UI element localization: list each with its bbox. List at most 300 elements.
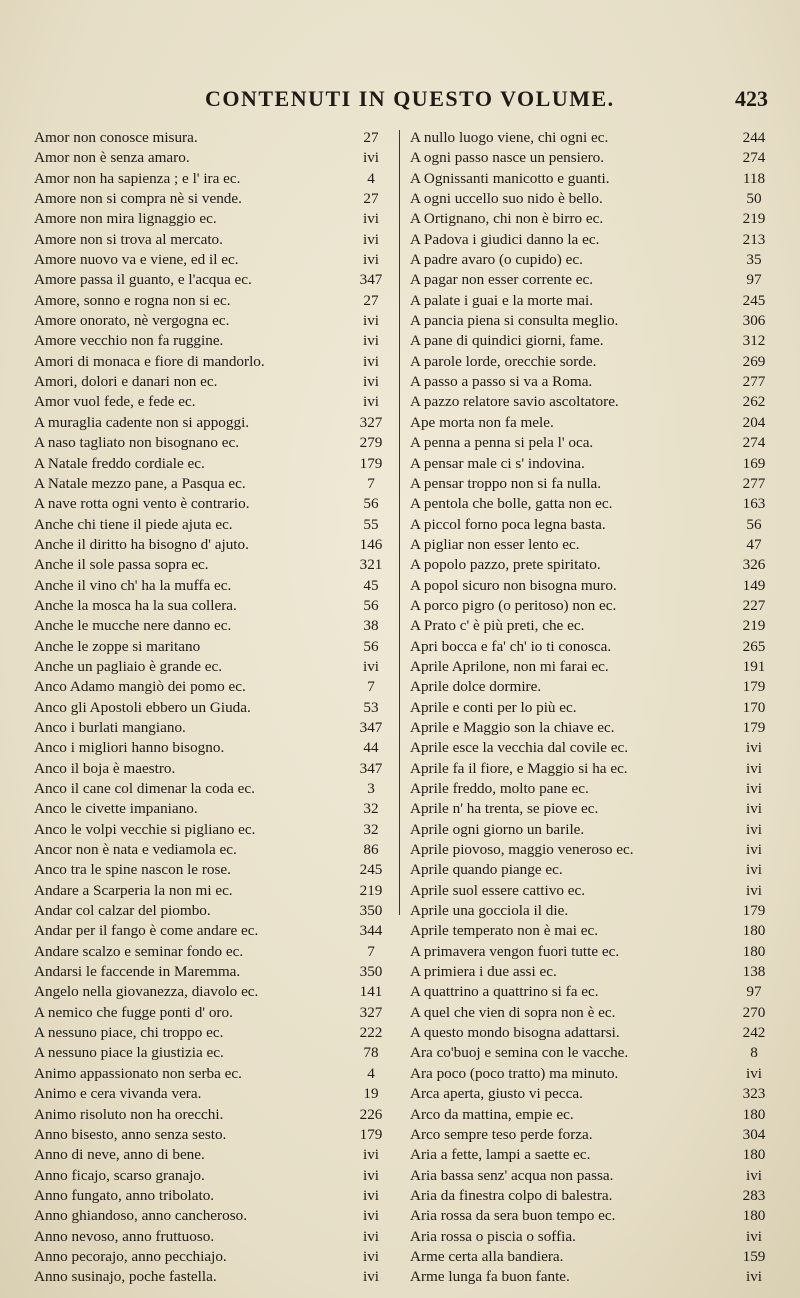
page-reference: 304 xyxy=(742,1125,766,1143)
page-reference: 180 xyxy=(742,1146,766,1164)
index-entry xyxy=(34,820,394,840)
index-entry xyxy=(410,1145,780,1165)
proverb-text: Amore nuovo va e viene, ed il ec. xyxy=(34,251,239,269)
index-entry xyxy=(34,779,394,799)
page-reference: ivi xyxy=(362,149,380,167)
index-entry xyxy=(34,840,394,860)
page-reference: 327 xyxy=(359,1003,383,1021)
proverb-text: A pentola che bolle, gatta non ec. xyxy=(410,495,613,513)
proverb-text: Amor non ha sapienza ; e l' ira ec. xyxy=(34,169,241,187)
index-entry xyxy=(34,250,394,270)
page-reference: 7 xyxy=(367,678,375,696)
page-reference: 277 xyxy=(742,474,766,492)
proverb-text: A nullo luogo viene, chi ogni ec. xyxy=(410,129,609,146)
index-entry xyxy=(410,494,780,514)
proverb-text: Anche la mosca ha la sua collera. xyxy=(34,596,237,614)
page-reference: 138 xyxy=(742,963,766,981)
index-entry xyxy=(34,718,394,738)
page-reference: 213 xyxy=(742,230,766,248)
proverb-text: Andare a Scarperia la non mi ec. xyxy=(34,881,233,899)
proverb-text: A padre avaro (o cupido) ec. xyxy=(410,251,583,269)
page-reference: 56 xyxy=(746,515,762,533)
index-entry xyxy=(410,454,780,474)
index-entry xyxy=(34,1003,394,1023)
proverb-text: Amore passa il guanto, e l'acqua ec. xyxy=(34,271,252,289)
page-reference: ivi xyxy=(745,780,763,797)
proverb-text: Amori, dolori e danari non ec. xyxy=(34,373,218,391)
page-reference: ivi xyxy=(362,1146,380,1164)
proverb-text: Amor non conosce misura. xyxy=(34,129,198,146)
proverb-text: Anco Adamo mangiò dei pomo ec. xyxy=(34,678,246,696)
proverb-text: A porco pigro (o peritoso) non ec. xyxy=(410,596,617,614)
index-entry xyxy=(34,352,394,372)
proverb-text: A nessuno piace la giustizia ec. xyxy=(34,1044,224,1062)
proverb-text: Amore vecchio non fa ruggine. xyxy=(34,332,224,350)
index-entry xyxy=(410,311,780,331)
page-reference: 47 xyxy=(746,535,762,553)
proverb-text: A nessuno piace, chi troppo ec. xyxy=(34,1024,224,1042)
page-reference: 56 xyxy=(363,637,379,655)
index-entry xyxy=(34,962,394,982)
page-reference: ivi xyxy=(745,841,763,859)
proverb-text: Anno ficajo, scarso granajo. xyxy=(34,1166,205,1184)
page-reference: 321 xyxy=(359,556,383,574)
proverb-text: A muraglia cadente non si appoggi. xyxy=(34,413,250,431)
page-reference: ivi xyxy=(362,1166,380,1184)
page-reference: 274 xyxy=(742,434,766,452)
page-reference: 277 xyxy=(742,373,766,391)
proverb-text: Aprile suol essere cattivo ec. xyxy=(410,881,586,899)
proverb-text: A pancia piena si consulta meglio. xyxy=(410,312,619,330)
page-reference: ivi xyxy=(362,352,380,370)
index-entry xyxy=(34,1084,394,1104)
page-reference: ivi xyxy=(362,657,380,675)
proverb-text: Aria da finestra colpo di balestra. xyxy=(410,1186,613,1204)
index-entry xyxy=(34,291,394,311)
page-reference: ivi xyxy=(745,1268,763,1286)
index-entry xyxy=(34,169,394,189)
page-reference: 274 xyxy=(742,149,766,167)
page-reference: 118 xyxy=(742,169,766,187)
index-entry xyxy=(410,657,780,677)
index-entry xyxy=(34,148,394,168)
index-entry xyxy=(410,698,780,718)
page-reference: 312 xyxy=(742,332,766,350)
index-entry xyxy=(34,901,394,921)
page-reference: 56 xyxy=(363,495,379,513)
proverb-text: Anche chi tiene il piede ajuta ec. xyxy=(34,515,233,533)
index-entry xyxy=(34,1023,394,1043)
page-reference: 4 xyxy=(367,1064,375,1082)
page-reference: 7 xyxy=(367,942,375,960)
proverb-text: Aprile n' ha trenta, se piove ec. xyxy=(410,800,599,818)
proverb-text: Angelo nella giovanezza, diavolo ec. xyxy=(34,983,259,1001)
index-column-right xyxy=(410,128,780,1288)
index-entry xyxy=(34,637,394,657)
index-entry xyxy=(34,1105,394,1125)
index-entry xyxy=(410,230,780,250)
index-entry xyxy=(34,413,394,433)
proverb-text: A nemico che fugge ponti d' oro. xyxy=(34,1003,233,1021)
page-reference: 179 xyxy=(742,902,766,920)
index-entry xyxy=(410,718,780,738)
index-entry xyxy=(410,962,780,982)
proverb-text: Arme certa alla bandiera. xyxy=(410,1247,564,1265)
page-reference: 219 xyxy=(742,617,766,635)
page-reference: 347 xyxy=(359,718,383,736)
index-entry xyxy=(34,128,394,148)
page-reference: 78 xyxy=(363,1044,379,1062)
index-entry xyxy=(410,1084,780,1104)
index-entry xyxy=(34,392,394,412)
index-entry xyxy=(410,209,780,229)
index-entry xyxy=(34,372,394,392)
proverb-text: Amor non è senza amaro. xyxy=(34,149,190,167)
page-reference: ivi xyxy=(362,332,380,350)
index-entry xyxy=(410,555,780,575)
proverb-text: A primiera i due assi ec. xyxy=(410,963,557,981)
proverb-text: Andare scalzo e seminar fondo ec. xyxy=(34,942,244,960)
index-entry xyxy=(410,1064,780,1084)
index-entry xyxy=(410,392,780,412)
proverb-text: Aprile freddo, molto pane ec. xyxy=(410,780,589,797)
page-reference: ivi xyxy=(362,373,380,391)
page-reference: ivi xyxy=(362,1247,380,1265)
page-reference: 245 xyxy=(742,291,766,309)
running-title: CONTENUTI IN QUESTO VOLUME. xyxy=(205,86,615,111)
proverb-text: Aria rossa o piscia o soffia. xyxy=(410,1227,576,1245)
proverb-text: A quattrino a quattrino si fa ec. xyxy=(410,983,599,1001)
index-entry xyxy=(410,1267,780,1287)
proverb-text: Andar per il fango è come andare ec. xyxy=(34,922,259,940)
index-entry xyxy=(34,596,394,616)
proverb-text: Aprile piovoso, maggio veneroso ec. xyxy=(410,841,634,859)
page-reference: 265 xyxy=(742,637,766,655)
page-reference: ivi xyxy=(362,1186,380,1204)
page-reference: ivi xyxy=(362,1268,380,1286)
page-reference: 347 xyxy=(359,271,383,289)
column-divider xyxy=(399,130,400,915)
index-entry xyxy=(410,250,780,270)
proverb-text: Andar col calzar del piombo. xyxy=(34,902,211,920)
index-entry xyxy=(34,677,394,697)
page-reference: 8 xyxy=(750,1044,758,1062)
page-reference: 19 xyxy=(363,1085,379,1103)
index-entry xyxy=(34,331,394,351)
page-reference: 180 xyxy=(742,942,766,960)
proverb-text: Animo appassionato non serba ec. xyxy=(34,1064,242,1082)
proverb-text: Anno nevoso, anno fruttuoso. xyxy=(34,1227,215,1245)
index-entry xyxy=(34,474,394,494)
page-number: 423 xyxy=(735,86,768,111)
proverb-text: Aprile temperato non è mai ec. xyxy=(410,922,599,940)
index-entry xyxy=(410,677,780,697)
proverb-text: Anco gli Apostoli ebbero un Giuda. xyxy=(34,698,251,716)
index-entry xyxy=(34,230,394,250)
proverb-text: Arme lunga fa buon fante. xyxy=(410,1268,570,1286)
index-entry xyxy=(34,189,394,209)
proverb-text: Ape morta non fa mele. xyxy=(410,413,554,431)
page-reference: 97 xyxy=(746,983,762,1001)
proverb-text: Ara co'buoj e semina con le vacche. xyxy=(410,1044,629,1062)
page-reference: 32 xyxy=(363,820,379,838)
index-entry xyxy=(410,1166,780,1186)
proverb-text: Ancor non è nata e vediamola ec. xyxy=(34,841,237,859)
page-reference: 169 xyxy=(742,454,766,472)
index-entry xyxy=(410,291,780,311)
proverb-text: Arco sempre teso perde forza. xyxy=(410,1125,593,1143)
proverb-text: Aprile esce la vecchia dal covile ec. xyxy=(410,739,628,757)
page-reference: ivi xyxy=(362,251,380,269)
page-reference: 53 xyxy=(363,698,379,716)
index-entry xyxy=(34,1125,394,1145)
page-reference: 141 xyxy=(359,983,383,1001)
index-entry xyxy=(410,189,780,209)
page-reference: 179 xyxy=(359,1125,383,1143)
index-entry xyxy=(34,881,394,901)
page-reference: 323 xyxy=(742,1085,766,1103)
page-reference: 227 xyxy=(742,596,766,614)
proverb-text: A pazzo relatore savio ascoltatore. xyxy=(410,393,619,411)
proverb-text: A naso tagliato non bisognano ec. xyxy=(34,434,239,452)
proverb-text: A primavera vengon fuori tutte ec. xyxy=(410,942,620,960)
proverb-text: A pagar non esser corrente ec. xyxy=(410,271,594,289)
page-reference: 262 xyxy=(742,393,766,411)
page-reference: ivi xyxy=(362,393,380,411)
proverb-text: A pensar troppo non si fa nulla. xyxy=(410,474,602,492)
proverb-text: Aprile e Maggio son la chiave ec. xyxy=(410,718,615,736)
index-entry xyxy=(410,1186,780,1206)
index-entry xyxy=(410,779,780,799)
index-entry xyxy=(34,759,394,779)
page-reference: 222 xyxy=(359,1024,383,1042)
index-entry xyxy=(34,1227,394,1247)
index-entry xyxy=(34,1206,394,1226)
index-entry xyxy=(410,738,780,758)
index-entry xyxy=(410,128,780,148)
page-reference: ivi xyxy=(362,312,380,330)
index-entry xyxy=(410,881,780,901)
index-entry xyxy=(410,1206,780,1226)
proverb-text: Amori di monaca e fiore di mandorlo. xyxy=(34,352,265,370)
proverb-text: Amore non mira lignaggio ec. xyxy=(34,210,217,228)
page-reference: 179 xyxy=(742,678,766,696)
proverb-text: A Ognissanti manicotto e guanti. xyxy=(410,169,610,187)
proverb-text: A palate i guai e la morte mai. xyxy=(410,291,594,309)
index-entry xyxy=(410,1105,780,1125)
index-entry xyxy=(34,576,394,596)
page-reference: 306 xyxy=(742,312,766,330)
page-reference: 27 xyxy=(363,291,379,309)
page-reference: 242 xyxy=(742,1024,766,1042)
page-reference: 347 xyxy=(359,759,383,777)
index-entry xyxy=(410,596,780,616)
page-reference: 56 xyxy=(363,596,379,614)
index-entry xyxy=(410,169,780,189)
index-entry xyxy=(34,657,394,677)
page-reference: 27 xyxy=(363,190,379,208)
index-entry xyxy=(34,616,394,636)
proverb-text: A popolo pazzo, prete spiritato. xyxy=(410,556,601,574)
proverb-text: A parole lorde, orecchie sorde. xyxy=(410,352,597,370)
index-entry xyxy=(410,820,780,840)
page-reference: 344 xyxy=(359,922,383,940)
index-entry xyxy=(34,1145,394,1165)
index-entry xyxy=(410,616,780,636)
page-reference: 7 xyxy=(367,474,375,492)
page-reference: 45 xyxy=(363,576,379,594)
proverb-text: Anno di neve, anno di bene. xyxy=(34,1146,205,1164)
index-entry xyxy=(34,494,394,514)
proverb-text: Anno bisesto, anno senza sesto. xyxy=(34,1125,227,1143)
proverb-text: Anco i burlati mangiano. xyxy=(34,718,186,736)
index-column-left xyxy=(34,128,394,1288)
page-reference: ivi xyxy=(362,210,380,228)
page-reference: 270 xyxy=(742,1003,766,1021)
page-reference: 219 xyxy=(742,210,766,228)
page-reference: 35 xyxy=(746,251,762,269)
proverb-text: A pane di quindici giorni, fame. xyxy=(410,332,604,350)
proverb-text: Anco il boja è maestro. xyxy=(34,759,176,777)
proverb-text: A Natale mezzo pane, a Pasqua ec. xyxy=(34,474,246,492)
index-entry xyxy=(34,1247,394,1267)
page-reference: 326 xyxy=(742,556,766,574)
index-entry xyxy=(34,515,394,535)
index-entry xyxy=(410,921,780,941)
proverb-text: Aria bassa senz' acqua non passa. xyxy=(410,1166,614,1184)
index-entry xyxy=(410,372,780,392)
proverb-text: A nave rotta ogni vento è contrario. xyxy=(34,495,250,513)
proverb-text: Apri bocca e fa' ch' io ti conosca. xyxy=(410,637,612,655)
page-reference: 279 xyxy=(359,434,383,452)
proverb-text: Anco le civette impaniano. xyxy=(34,800,198,818)
index-entry xyxy=(34,1064,394,1084)
page-reference: 3 xyxy=(367,780,375,797)
page-reference: 180 xyxy=(742,1105,766,1123)
proverb-text: A penna a penna si pela l' oca. xyxy=(410,434,594,452)
page-reference: ivi xyxy=(745,820,763,838)
page-reference: 4 xyxy=(367,169,375,187)
page-reference: 32 xyxy=(363,800,379,818)
page-reference: 86 xyxy=(363,841,379,859)
proverb-text: Anno susinajo, poche fastella. xyxy=(34,1268,217,1286)
proverb-text: Anche le mucche nere danno ec. xyxy=(34,617,232,635)
page-reference: 44 xyxy=(363,739,379,757)
index-entry xyxy=(34,454,394,474)
proverb-text: Aprile Aprilone, non mi farai ec. xyxy=(410,657,609,675)
proverb-text: Aprile una gocciola il die. xyxy=(410,902,569,920)
index-entry xyxy=(410,535,780,555)
index-entry xyxy=(34,982,394,1002)
page-reference: 226 xyxy=(359,1105,383,1123)
proverb-text: Arco da mattina, empie ec. xyxy=(410,1105,574,1123)
index-entry xyxy=(410,1023,780,1043)
proverb-text: A passo a passo si va a Roma. xyxy=(410,373,593,391)
proverb-text: Anno ghiandoso, anno cancheroso. xyxy=(34,1207,247,1225)
page-reference: ivi xyxy=(745,861,763,879)
index-entry xyxy=(410,637,780,657)
page-reference: 170 xyxy=(742,698,766,716)
page-header xyxy=(0,84,800,114)
proverb-text: Animo risoluto non ha orecchi. xyxy=(34,1105,224,1123)
page-reference: ivi xyxy=(362,1207,380,1225)
page-reference: 159 xyxy=(742,1247,766,1265)
index-entry xyxy=(410,840,780,860)
proverb-text: Arca aperta, giusto vi pecca. xyxy=(410,1085,583,1103)
proverb-text: Aprile fa il fiore, e Maggio si ha ec. xyxy=(410,759,628,777)
page-reference: 350 xyxy=(359,963,383,981)
proverb-text: Animo e cera vivanda vera. xyxy=(34,1085,202,1103)
proverb-text: Amor vuol fede, e fede ec. xyxy=(34,393,196,411)
proverb-text: Aprile dolce dormire. xyxy=(410,678,542,696)
proverb-text: Amore non si trova al mercato. xyxy=(34,230,223,248)
index-entry xyxy=(34,698,394,718)
proverb-text: Anco i migliori hanno bisogno. xyxy=(34,739,225,757)
index-entry xyxy=(410,982,780,1002)
proverb-text: Aprile quando piange ec. xyxy=(410,861,563,879)
page-reference: ivi xyxy=(745,800,763,818)
index-entry xyxy=(410,270,780,290)
proverb-text: A pensar male ci s' indovina. xyxy=(410,454,585,472)
proverb-text: Amore onorato, nè vergogna ec. xyxy=(34,312,230,330)
proverb-text: A ogni uccello suo nido è bello. xyxy=(410,190,603,208)
page-reference: 269 xyxy=(742,352,766,370)
index-entry xyxy=(410,433,780,453)
index-entry xyxy=(410,1247,780,1267)
index-entry xyxy=(410,1125,780,1145)
page-reference: ivi xyxy=(745,759,763,777)
page-reference: 179 xyxy=(359,454,383,472)
proverb-text: A ogni passo nasce un pensiero. xyxy=(410,149,605,167)
page-reference: 97 xyxy=(746,271,762,289)
index-entry xyxy=(34,433,394,453)
index-entry xyxy=(410,413,780,433)
page-reference: 245 xyxy=(359,861,383,879)
page-reference: 27 xyxy=(363,129,379,146)
proverb-text: Amore, sonno e rogna non si ec. xyxy=(34,291,231,309)
index-entry xyxy=(34,738,394,758)
page-reference: 55 xyxy=(363,515,379,533)
proverb-text: Ara poco (poco tratto) ma minuto. xyxy=(410,1064,619,1082)
index-entry xyxy=(410,799,780,819)
page-reference: ivi xyxy=(362,230,380,248)
page-reference: 191 xyxy=(742,657,766,675)
index-entry xyxy=(34,799,394,819)
index-entry xyxy=(410,331,780,351)
proverb-text: Aprile ogni giorno un barile. xyxy=(410,820,585,838)
proverb-text: A Prato c' è più preti, che ec. xyxy=(410,617,585,635)
index-entry xyxy=(34,1166,394,1186)
proverb-text: Anche un pagliaio è grande ec. xyxy=(34,657,223,675)
page-reference: 204 xyxy=(742,413,766,431)
proverb-text: A questo mondo bisogna adattarsi. xyxy=(410,1024,620,1042)
index-entry xyxy=(410,860,780,880)
index-entry xyxy=(410,148,780,168)
proverb-text: A pigliar non esser lento ec. xyxy=(410,535,580,553)
page-reference: 163 xyxy=(742,495,766,513)
proverb-text: A Ortignano, chi non è birro ec. xyxy=(410,210,604,228)
page-reference: ivi xyxy=(745,1227,763,1245)
proverb-text: Aria a fette, lampi a saette ec. xyxy=(410,1146,591,1164)
index-entry xyxy=(410,352,780,372)
proverb-text: Aria rossa da sera buon tempo ec. xyxy=(410,1207,616,1225)
page-reference: 50 xyxy=(746,190,762,208)
index-entry xyxy=(410,759,780,779)
page-reference: 219 xyxy=(359,881,383,899)
page-reference: 180 xyxy=(742,1207,766,1225)
page-reference: ivi xyxy=(745,1064,763,1082)
proverb-text: Anche il sole passa sopra ec. xyxy=(34,556,209,574)
